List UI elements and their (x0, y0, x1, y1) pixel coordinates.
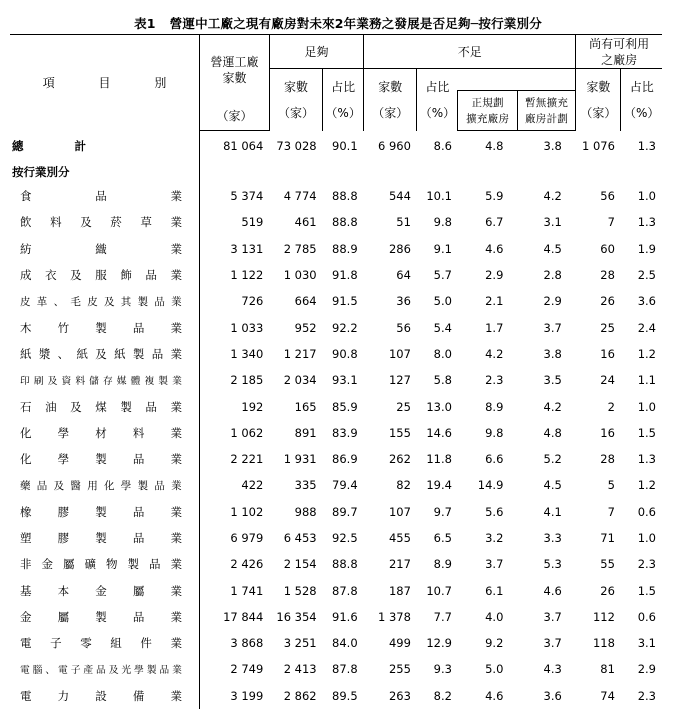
cell-sufficient-pct: 89.7 (332, 504, 358, 519)
cell-plan-none: 3.7 (543, 636, 562, 651)
cell-total: 2 426 (200, 551, 270, 577)
cell-total: 2 749 (200, 656, 270, 682)
cell-plan-none: 3.7 (543, 320, 562, 335)
cell-insufficient-count: 286 (388, 241, 411, 256)
cell-insufficient-pct: 8.9 (433, 557, 452, 572)
cell-sufficient-pct: 92.2 (332, 320, 358, 335)
cell-available-pct: 1.5 (637, 583, 656, 598)
statistics-table (10, 34, 662, 709)
cell-insufficient-pct: 13.0 (426, 399, 452, 414)
row-label: 金 屬 製 品 業 (20, 609, 182, 624)
cell-sufficient-pct: 85.9 (332, 399, 358, 414)
header-sufficient: 足夠 (269, 35, 363, 69)
cell-plan-expand: 8.9 (485, 399, 504, 414)
table-title-text: 營運中工廠之現有廠房對未來2年業務之發展是否足夠─按行業別分 (169, 16, 542, 31)
table-row (10, 183, 662, 209)
cell-plan-expand: 9.8 (485, 425, 504, 440)
cell-plan-expand: 4.0 (485, 609, 504, 624)
table-header (10, 35, 662, 131)
table-row (10, 604, 662, 630)
cell-insufficient-pct: 10.7 (426, 583, 452, 598)
table-row (10, 262, 662, 288)
cell-plan-expand: 4.6 (485, 241, 504, 256)
cell-available-count: 60 (600, 241, 615, 256)
row-label: 化 學 材 料 業 (20, 425, 182, 440)
cell-insufficient-count: 56 (396, 320, 411, 335)
row-label: 電 力 設 備 業 (20, 688, 182, 703)
row-label: 紙 漿 、 紙 及 紙 製 品 業 (20, 346, 182, 361)
cell-plan-expand: 4.2 (485, 346, 504, 361)
cell-available-pct: 3.6 (637, 294, 656, 309)
cell-insufficient-count: 1 378 (378, 609, 411, 624)
cell-available-count: 5 (607, 478, 615, 493)
table-row (10, 551, 662, 577)
header-plan-expand: 正規劃 擴充廠房 (458, 91, 517, 131)
cell-sufficient-pct: 87.8 (332, 583, 358, 598)
cell-total: 2 185 (200, 367, 270, 393)
cell-insufficient-count: 187 (388, 583, 411, 598)
cell-available-pct: 2.3 (637, 557, 656, 572)
cell-available-pct: 1.1 (637, 373, 656, 388)
cell-available-count: 28 (600, 452, 615, 467)
cell-plan-expand: 2.3 (485, 373, 504, 388)
cell-insufficient-count: 82 (396, 478, 411, 493)
row-label: 木 竹 製 品 業 (20, 320, 182, 335)
table-row (10, 525, 662, 551)
cell-plan-expand: 6.7 (485, 215, 504, 230)
cell-sufficient-pct: 91.6 (332, 609, 358, 624)
table-row (10, 367, 662, 393)
cell-sufficient-pct: 86.9 (332, 452, 358, 467)
cell-sufficient-count: 73 028 (276, 138, 317, 153)
cell-plan-none: 4.2 (543, 399, 562, 414)
table-row-total (10, 131, 662, 162)
cell-total: 726 (200, 288, 270, 314)
cell-sufficient-count: 165 (294, 399, 317, 414)
cell-available-count: 26 (600, 294, 615, 309)
header-plan-spacer (458, 69, 576, 91)
row-label: 藥 品 及 醫 用 化 學 製 品 業 (20, 479, 182, 492)
cell-plan-expand: 9.2 (485, 636, 504, 651)
cell-sufficient-count: 335 (294, 478, 317, 493)
cell-available-pct: 1.0 (637, 531, 656, 545)
cell-available-pct: 1.3 (637, 215, 656, 230)
cell-sufficient-pct: 91.5 (332, 294, 358, 309)
cell-total: 519 (200, 209, 270, 235)
cell-plan-none: 4.6 (543, 583, 562, 598)
row-label: 塑 膠 製 品 業 (20, 531, 182, 545)
cell-plan-none: 4.1 (543, 504, 562, 519)
cell-sufficient-pct: 88.8 (332, 215, 358, 230)
cell-sufficient-count: 1 931 (283, 452, 317, 467)
cell-sufficient-count: 16 354 (276, 609, 317, 624)
cell-available-pct: 1.0 (637, 189, 656, 204)
cell-sufficient-count: 952 (294, 320, 317, 335)
cell-sufficient-pct: 88.8 (332, 557, 358, 572)
cell-total: 1 062 (200, 420, 270, 446)
cell-total: 1 102 (200, 499, 270, 525)
cell-plan-none: 5.3 (543, 557, 562, 572)
cell-total: 81 064 (200, 131, 270, 162)
table-row (10, 209, 662, 235)
cell-available-count: 16 (600, 425, 615, 440)
table-row (10, 314, 662, 340)
cell-insufficient-count: 255 (388, 662, 411, 677)
header-insufficient-count: 家數 （家） (364, 69, 417, 131)
cell-sufficient-pct: 79.4 (332, 478, 358, 493)
cell-sufficient-count: 4 774 (283, 189, 317, 204)
cell-plan-expand: 5.0 (485, 662, 504, 677)
header-total: 營運工廠 家數 (200, 35, 270, 91)
group-label: 按行業別分 (12, 165, 70, 179)
cell-total: 1 122 (200, 262, 270, 288)
cell-available-count: 26 (600, 583, 615, 598)
table-number: 表1 (134, 16, 156, 31)
row-label: 橡 膠 製 品 業 (20, 504, 182, 519)
cell-plan-expand: 4.8 (485, 139, 504, 153)
header-insufficient: 不足 (364, 35, 576, 69)
cell-insufficient-pct: 14.6 (426, 425, 452, 440)
cell-total: 192 (200, 393, 270, 419)
cell-available-pct: 3.1 (637, 636, 656, 651)
cell-sufficient-count: 3 251 (283, 636, 317, 651)
cell-available-count: 56 (600, 189, 615, 204)
cell-sufficient-pct: 91.8 (332, 268, 358, 283)
cell-available-count: 118 (592, 636, 615, 651)
row-label: 紡 織 業 (20, 241, 182, 256)
cell-insufficient-pct: 5.7 (433, 268, 452, 283)
cell-available-pct: 2.3 (637, 688, 656, 703)
cell-sufficient-count: 988 (294, 504, 317, 519)
table-body (10, 131, 662, 709)
cell-insufficient-pct: 11.8 (426, 452, 452, 467)
cell-insufficient-pct: 9.3 (433, 662, 452, 677)
cell-plan-expand: 2.9 (485, 268, 504, 283)
header-sufficient-count: 家數 （家） (269, 69, 322, 131)
cell-plan-expand: 5.9 (485, 189, 504, 204)
cell-plan-expand: 14.9 (477, 478, 504, 493)
cell-available-count: 25 (600, 320, 615, 335)
header-insufficient-pct: 占比 （%） (417, 69, 458, 131)
cell-insufficient-pct: 5.8 (433, 373, 452, 388)
cell-total: 3 131 (200, 236, 270, 262)
cell-available-pct: 1.5 (637, 425, 656, 440)
cell-sufficient-count: 2 785 (283, 241, 317, 256)
table-row (10, 236, 662, 262)
cell-insufficient-count: 263 (388, 688, 411, 703)
cell-total: 422 (200, 472, 270, 498)
cell-plan-none: 5.2 (543, 452, 562, 467)
cell-sufficient-pct: 89.5 (332, 688, 358, 703)
header-total-unit: （家） (200, 91, 270, 131)
cell-plan-none: 3.7 (543, 609, 562, 624)
row-label: 成 衣 及 服 飾 品 業 (20, 268, 182, 283)
cell-insufficient-count: 25 (396, 399, 411, 414)
cell-sufficient-pct: 88.8 (332, 189, 358, 204)
cell-available-count: 81 (600, 662, 615, 677)
table-row (10, 683, 662, 709)
table-row (10, 472, 662, 498)
cell-insufficient-pct: 5.0 (433, 294, 452, 309)
cell-plan-none: 3.1 (543, 215, 562, 230)
row-label: 基 本 金 屬 業 (20, 583, 182, 598)
cell-insufficient-count: 6 960 (378, 138, 411, 153)
cell-sufficient-count: 664 (294, 294, 317, 309)
cell-sufficient-count: 1 217 (283, 346, 317, 361)
cell-insufficient-count: 127 (388, 373, 411, 388)
cell-plan-expand: 3.7 (485, 557, 504, 572)
cell-insufficient-pct: 9.8 (433, 215, 452, 230)
header-item: 項 目 別 (10, 35, 200, 131)
cell-total: 5 374 (200, 183, 270, 209)
cell-sufficient-count: 1 528 (283, 583, 317, 598)
table-row (10, 393, 662, 419)
cell-insufficient-count: 262 (388, 452, 411, 467)
row-label: 飲 料 及 菸 草 業 (20, 215, 182, 230)
cell-available-pct: 0.6 (637, 504, 656, 519)
cell-insufficient-count: 36 (396, 294, 411, 309)
row-label: 食 品 業 (20, 189, 182, 204)
cell-plan-expand: 6.1 (485, 583, 504, 598)
cell-available-count: 112 (592, 609, 615, 624)
cell-plan-expand: 1.7 (485, 320, 504, 335)
cell-sufficient-pct: 90.8 (332, 346, 358, 361)
cell-available-pct: 1.0 (637, 399, 656, 414)
cell-sufficient-count: 891 (294, 425, 317, 440)
table-row (10, 420, 662, 446)
cell-insufficient-count: 64 (396, 268, 411, 283)
cell-insufficient-count: 499 (388, 636, 411, 651)
cell-available-pct: 1.9 (637, 241, 656, 256)
row-label: 石 油 及 煤 製 品 業 (20, 399, 182, 414)
cell-available-count: 74 (600, 688, 615, 703)
cell-plan-none: 3.8 (543, 346, 562, 361)
cell-plan-none: 4.2 (543, 189, 562, 204)
header-sufficient-pct: 占比 （%） (323, 69, 364, 131)
table-row (10, 341, 662, 367)
header-plan-none: 暫無擴充 廠房計劃 (517, 91, 575, 131)
cell-available-count: 71 (600, 531, 615, 545)
cell-plan-expand: 5.6 (485, 504, 504, 519)
cell-plan-none: 4.5 (543, 478, 562, 493)
cell-insufficient-pct: 10.1 (426, 189, 452, 204)
cell-insufficient-pct: 19.4 (426, 478, 452, 493)
cell-insufficient-pct: 9.1 (433, 241, 452, 256)
table-row (10, 656, 662, 682)
cell-plan-none: 2.8 (543, 268, 562, 283)
cell-plan-expand: 2.1 (485, 294, 504, 309)
cell-sufficient-pct: 87.8 (332, 662, 358, 677)
cell-total: 17 844 (200, 604, 270, 630)
table-row (10, 577, 662, 603)
cell-total: 6 979 (200, 525, 270, 551)
cell-available-pct: 2.9 (637, 662, 656, 677)
cell-insufficient-pct: 12.9 (426, 636, 452, 651)
table-row (10, 499, 662, 525)
cell-available-pct: 0.6 (637, 609, 656, 624)
cell-sufficient-count: 6 453 (283, 531, 317, 545)
cell-sufficient-count: 2 862 (283, 688, 317, 703)
cell-plan-none: 4.5 (543, 241, 562, 256)
table-row-group (10, 161, 662, 183)
cell-insufficient-count: 107 (388, 504, 411, 519)
cell-insufficient-count: 544 (388, 189, 411, 204)
cell-available-pct: 1.2 (637, 478, 656, 493)
row-label: 化 學 製 品 業 (20, 452, 182, 467)
row-label: 總 計 (12, 138, 86, 153)
cell-total: 1 741 (200, 577, 270, 603)
table-title (0, 14, 676, 32)
cell-available-pct: 2.5 (637, 268, 656, 283)
cell-plan-expand: 3.2 (485, 531, 504, 545)
cell-sufficient-pct: 84.0 (332, 636, 358, 651)
header-available: 尚有可利用 之廠房 (576, 35, 662, 69)
cell-total: 2 221 (200, 446, 270, 472)
cell-plan-none: 2.9 (543, 294, 562, 309)
row-label: 皮 革 、 毛 皮 及 其 製 品 業 (20, 295, 182, 308)
row-label: 電 腦 、 電 子 產 品 及 光 學 製 品 業 (20, 665, 182, 677)
cell-sufficient-pct: 90.1 (332, 138, 358, 153)
cell-plan-none: 3.8 (543, 139, 562, 153)
cell-available-count: 28 (600, 268, 615, 283)
table-row (10, 630, 662, 656)
cell-available-pct: 1.3 (637, 452, 656, 467)
cell-available-count: 24 (600, 373, 615, 388)
cell-plan-none: 3.3 (543, 531, 562, 545)
cell-sufficient-pct: 92.5 (332, 531, 358, 545)
cell-total: 3 199 (200, 683, 270, 709)
cell-insufficient-pct: 9.7 (433, 504, 452, 519)
cell-plan-expand: 6.6 (485, 452, 504, 467)
cell-available-count: 55 (600, 557, 615, 572)
cell-insufficient-pct: 7.7 (433, 609, 452, 624)
cell-available-count: 7 (607, 215, 615, 230)
cell-plan-none: 4.8 (543, 425, 562, 440)
cell-insufficient-pct: 8.6 (433, 138, 452, 153)
cell-insufficient-count: 107 (388, 346, 411, 361)
cell-insufficient-pct: 6.5 (433, 531, 452, 545)
header-available-pct: 占比 （%） (621, 69, 662, 131)
cell-sufficient-count: 2 034 (283, 373, 317, 388)
cell-sufficient-count: 2 154 (283, 557, 317, 572)
cell-sufficient-pct: 83.9 (332, 425, 358, 440)
cell-sufficient-pct: 88.9 (332, 241, 358, 256)
header-available-count: 家數 （家） (576, 69, 621, 131)
cell-available-count: 16 (600, 346, 615, 361)
cell-total: 1 340 (200, 341, 270, 367)
cell-available-count: 2 (607, 399, 615, 414)
cell-sufficient-count: 461 (294, 215, 317, 230)
cell-sufficient-count: 2 413 (283, 662, 317, 677)
table-row (10, 288, 662, 314)
cell-insufficient-pct: 8.2 (433, 688, 452, 703)
row-label: 印 刷 及 資 料 儲 存 媒 體 複 製 業 (20, 376, 182, 388)
cell-sufficient-count: 1 030 (283, 268, 317, 283)
row-label: 非 金 屬 礦 物 製 品 業 (20, 557, 182, 572)
cell-available-pct: 1.3 (637, 138, 656, 153)
cell-available-pct: 2.4 (637, 320, 656, 335)
cell-insufficient-count: 51 (396, 215, 411, 230)
cell-insufficient-count: 455 (388, 531, 411, 545)
row-label: 電 子 零 組 件 業 (20, 636, 182, 651)
cell-available-pct: 1.2 (637, 346, 656, 361)
cell-total: 1 033 (200, 314, 270, 340)
cell-plan-none: 4.3 (543, 662, 562, 677)
cell-available-count: 7 (607, 504, 615, 519)
table-row (10, 446, 662, 472)
cell-plan-none: 3.6 (543, 688, 562, 703)
cell-insufficient-pct: 5.4 (433, 320, 452, 335)
cell-insufficient-pct: 8.0 (433, 346, 452, 361)
cell-available-count: 1 076 (581, 138, 615, 153)
cell-plan-expand: 4.6 (485, 688, 504, 703)
cell-insufficient-count: 155 (388, 425, 411, 440)
cell-sufficient-pct: 93.1 (332, 373, 358, 388)
cell-insufficient-count: 217 (388, 557, 411, 572)
cell-plan-none: 3.5 (543, 373, 562, 388)
cell-total: 3 868 (200, 630, 270, 656)
